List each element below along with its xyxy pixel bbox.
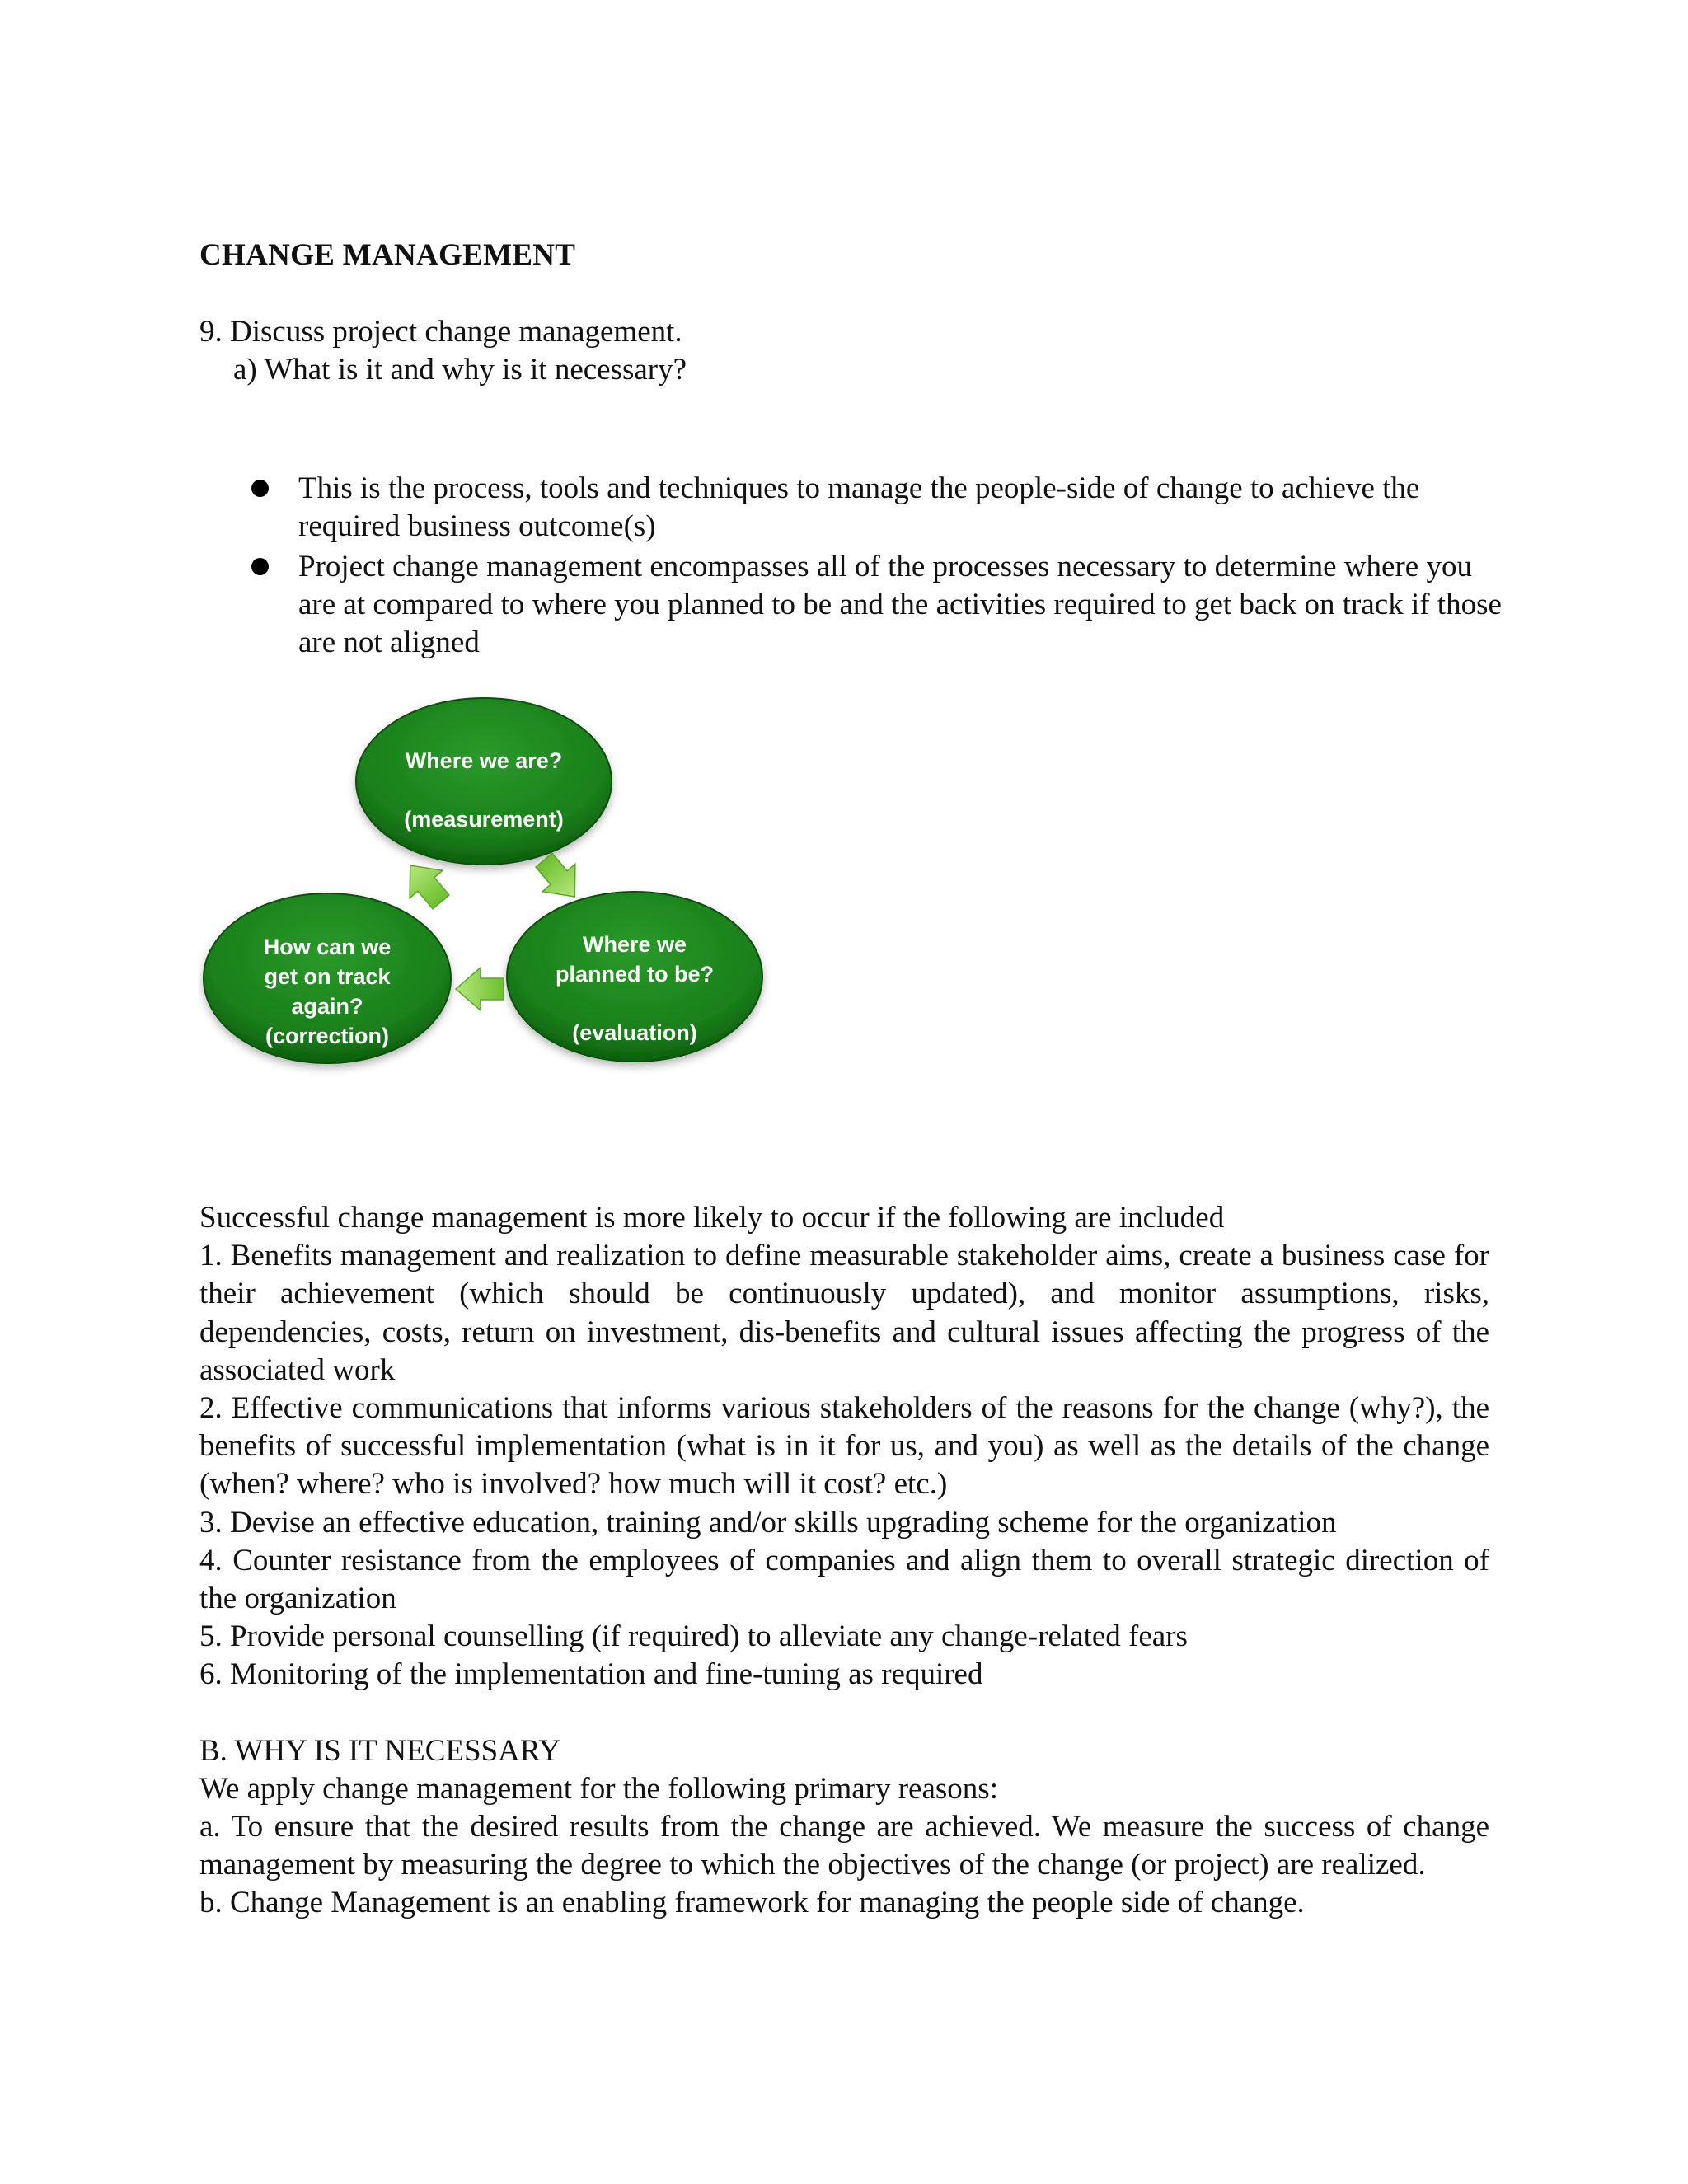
question-main: 9. Discuss project change management. — [199, 315, 682, 349]
right-line2: planned to be? — [556, 962, 714, 987]
question-sub: a) What is it and why is it necessary? — [233, 353, 687, 387]
bullet-item — [247, 548, 1508, 662]
where-we-planned-node — [507, 892, 762, 1062]
success-item: 1. Benefits management and realization to define measurable stakeholder aims, create a business case for their achievement (which should be continuously updated), and monitor assumptions, risks, dependencies, costs, return on investment, dis-benefits and cultural issues affecting the progress of the associated work — [199, 1239, 1489, 1387]
left-line3: again? — [291, 994, 363, 1019]
left-line4: (correction) — [265, 1024, 390, 1048]
success-item: 2. Effective communications that informs various stakeholders of the reasons for the change (why?), the benefits of successful implementation (what is in it for us, and you) as well as the details of the change (when? where? who is involved? how much will it cost? etc.) — [199, 1391, 1489, 1502]
why-heading: B. WHY IS IT NECESSARY — [199, 1733, 561, 1768]
bullet-dot-icon — [251, 480, 269, 497]
get-on-track-node — [204, 893, 451, 1063]
bullet-item — [247, 470, 1508, 546]
bullet-text: Project change management encompasses all of the processes necessary to determine where you are at compared to where you planned to be and the activities required to get back on track if those are not aligned — [298, 550, 1502, 659]
success-item: 6. Monitoring of the implementation and fine-tuning as required — [199, 1657, 983, 1692]
why-intro: We apply change management for the following primary reasons: — [199, 1771, 998, 1806]
definition-bullet-list — [247, 470, 1508, 664]
top-line2: (measurement) — [404, 807, 564, 832]
right-line3: (evaluation) — [572, 1020, 697, 1045]
right-line1: Where we — [582, 932, 687, 957]
bullet-text: This is the process, tools and techniques to manage the people-side of change to achieve the required business outcome(s) — [298, 471, 1420, 543]
bullet-dot-icon — [251, 558, 269, 575]
where-we-are-node — [356, 698, 612, 865]
top-line1: Where we are? — [405, 748, 563, 773]
top-ellipse — [356, 698, 612, 865]
success-intro: Successful change management is more likely to occur if the following are included — [199, 1201, 1225, 1235]
change-cycle-diagram — [198, 696, 775, 1084]
body-text — [199, 1199, 1489, 1923]
why-item: a. To ensure that the desired results from the change are achieved. We measure the success of change management by measuring the degree to which the objectives of the change (or project) are realized. — [199, 1810, 1489, 1882]
success-item: 4. Counter resistance from the employees of companies and align them to overall strategic direction of the organization — [199, 1543, 1489, 1616]
page-title: CHANGE MANAGEMENT — [199, 238, 576, 272]
success-item: 3. Devise an effective education, training and/or skills upgrading scheme for the organization — [199, 1505, 1337, 1540]
left-line2: get on track — [264, 964, 391, 989]
why-item: b. Change Management is an enabling framework for managing the people side of change. — [199, 1886, 1305, 1920]
left-line1: How can we — [263, 935, 392, 959]
section-spacer — [199, 1694, 1489, 1732]
arrow-left-icon — [456, 968, 504, 1010]
success-item: 5. Provide personal counselling (if required) to alleviate any change-related fears — [199, 1619, 1188, 1654]
